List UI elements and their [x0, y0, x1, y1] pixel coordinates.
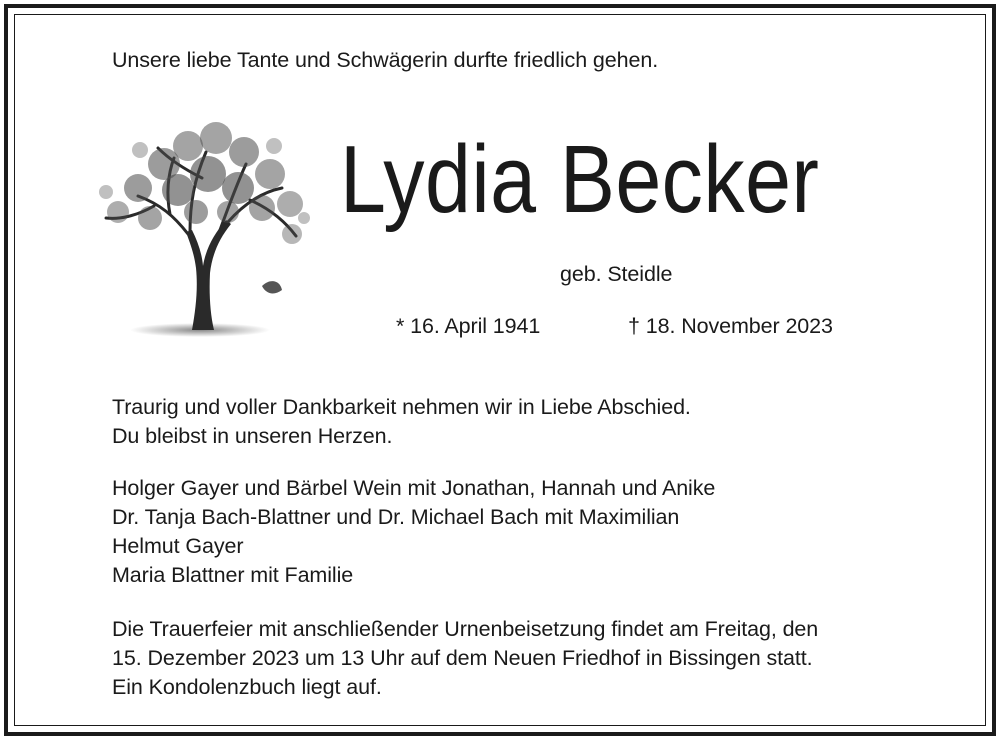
- deceased-name: Lydia Becker: [340, 126, 820, 233]
- mourner-line: Helmut Gayer: [112, 534, 244, 558]
- mourner-line: Dr. Tanja Bach-Blattner und Dr. Michael Bach mit Maximilian: [112, 505, 680, 529]
- mourner-line: Maria Blattner mit Familie: [112, 563, 354, 587]
- service-line: 15. Dezember 2023 um 13 Uhr auf dem Neuen Friedhof in Bissingen statt.: [112, 646, 813, 670]
- maiden-name: geb. Steidle: [560, 262, 673, 286]
- service-line: Ein Kondolenzbuch liegt auf.: [112, 675, 382, 699]
- intro-text: Unsere liebe Tante und Schwägerin durfte friedlich gehen.: [112, 48, 659, 72]
- service-line: Die Trauerfeier mit anschließender Urnenbeisetzung findet am Freitag, den: [112, 617, 819, 641]
- notice-frame: [4, 4, 996, 736]
- tree-icon: [78, 108, 318, 348]
- service-info: [112, 615, 818, 702]
- birth-date: * 16. April 1941: [396, 314, 541, 338]
- mourner-line: Holger Gayer und Bärbel Wein mit Jonathan, Hannah und Anike: [112, 476, 716, 500]
- death-date: † 18. November 2023: [628, 314, 833, 338]
- closing-line: Du bleibst in unseren Herzen.: [112, 424, 393, 448]
- closing-words: [112, 393, 691, 451]
- mourners-list: [112, 474, 715, 590]
- closing-line: Traurig und voller Dankbarkeit nehmen wir in Liebe Abschied.: [112, 395, 691, 419]
